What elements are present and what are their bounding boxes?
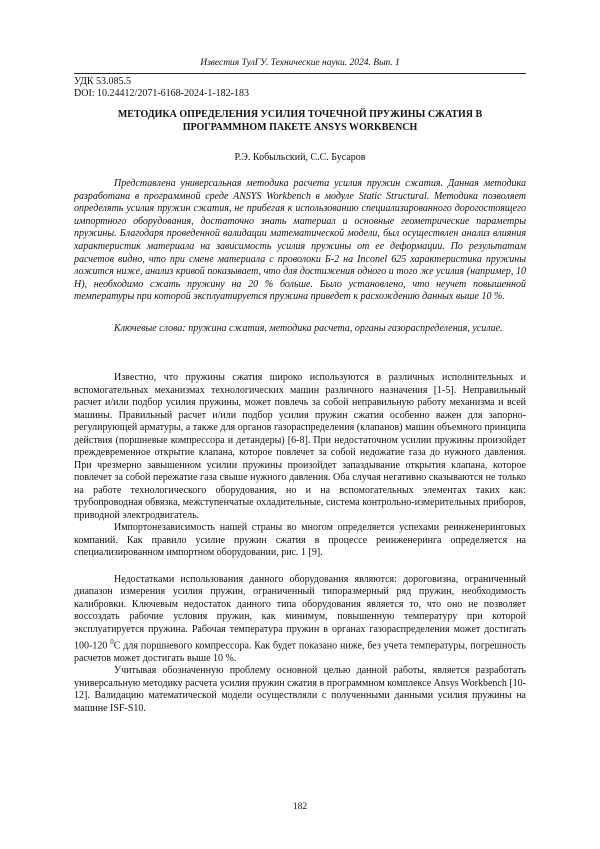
authors: Р.Э. Кобыльский, С.С. Бусаров xyxy=(234,152,366,163)
body-paragraph: Известно, что пружины сжатия широко используются в различных исполнительных и вспомогательных механизмах технологических машин различного назначения [1-5]. Неправильный расчет и/или подбор усилия пружины, может повлечь за собой неправильную работу механизма и всей машины. Правильный расчет и/или подбор усилия пружин сжатия особенно важен для запорно-регулирующей арматуры, а также для органов газораспределения (клапанов) машин объемного принципа действия (поршневые компрессора и детандеры) [6-8]. При недостаточном усилии пружины произойдет преждевременное открытие клапана, которое повлечет за собой недожатие газа до нужного давления. При чрезмерно завышенном усилии пружины произойдет запаздывание открытия клапана, которое повлечет за собой пережатие газа свыше нужного давления. Оба случая негативно сказываются не только на работе технологического оборудования, но и на вспомогательных элементах таких как: трубопроводная обвязка, межступенчатые охладительные, система контрольно-измерительных приборов, приводной электродвигатель. xyxy=(74,372,526,521)
page-number: 182 xyxy=(292,802,308,812)
paragraph-text: Недостатками использования данного оборудования являются: дороговизна, ограниченный диапазон измерения усилия пружин, ограниченный типоразмерный ряд пружин, необходимость калибровки. Ключевым недостаток данного типа оборудования является то, что оно не позволяет воссоздать рабочие условия пружин, как минимум, повышенную температуру при которой эксплуатируется пружина. Рабочая температура пружин в органах газораспределения может достигать 100-120 xyxy=(74,573,526,652)
degree-superscript: 0 xyxy=(110,638,114,646)
abstract: Представлена универсальная методика расчета усилия пружин сжатия. Данная методика разработана в программной среде ANSYS Workbench в модуле Static Structural. Методика позволяет определять усилия пружин сжатия, не прибегая к использованию специализированного дорогостоящего импортного оборудования, достаточно знать материал и основные геометрические параметры пружины. Благодаря проведенной валидации математической модели, был осуществлен анализ влияния характеристик материала на зависимость усилия пружины от ее деформации. По результатам расчетов видно, что при смене материала с проволоки Б-2 на Inconel 625 характеристика пружины ложится ниже, анализ кривой показывает, что для достижения одного и того же усилия (например, 10 Н), необходимо сжать пружину на 20 % больше. Было установлено, что неучет повышенной температуры при которой эксплуатируется пружина приведет к расхождению данных выше 10 %. xyxy=(74,178,526,303)
doi: DOI: 10.24412/2071-6168-2024-1-182-183 xyxy=(74,87,249,99)
body-paragraph: Учитывая обозначенную проблему основной целью данной работы, является разработать универсальную методику расчета усилия пружин сжатия в программном комплексе Ansys Workbench [10-12]. Валидацию математической модели осуществляли с полученными данными усилия пружины на машине ISF-S10. xyxy=(74,665,526,714)
body-paragraph xyxy=(74,574,526,666)
running-head: Известия ТулГУ. Технические науки. 2024. Вып. 1 xyxy=(200,58,400,68)
keywords: Ключевые слова: пружина сжатия, методика расчета, органы газораспределения, усилие. xyxy=(114,323,503,334)
body-paragraph: Импортонезависимость нашей страны во многом определяется успехами реинженеринговых компаний. Как правило усилие пружин сжатия в процессе реинженеринга определяется на специализированном импортном оборудовании, рис. 1 [9]. xyxy=(74,522,526,558)
article-body xyxy=(74,372,526,715)
article-title: МЕТОДИКА ОПРЕДЕЛЕНИЯ УСИЛИЯ ТОЧЕЧНОЙ ПРУЖИНЫ СЖАТИЯ В ПРОГРАММНОМ ПАКЕТЕ ANSYS WORKBENCH xyxy=(117,109,483,133)
header-rule xyxy=(74,73,526,74)
article-meta xyxy=(74,76,249,99)
udc-code: УДК 53.085.5 xyxy=(74,76,132,87)
paragraph-text: С для поршневого компрессора. Как будет показано ниже, без учета температуры, погрешность расчетов может достигать выше 10 %. xyxy=(74,640,526,664)
